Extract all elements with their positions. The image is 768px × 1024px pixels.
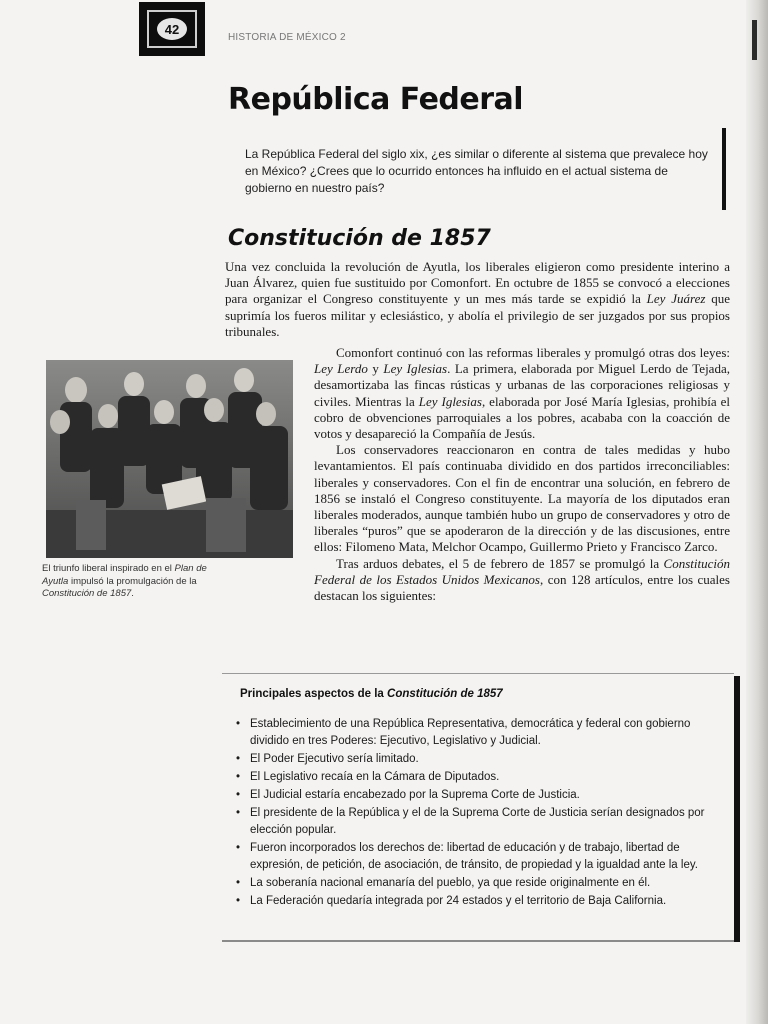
aspects-box bbox=[222, 673, 734, 942]
paragraph-4 bbox=[314, 556, 730, 605]
caption-constitution: Constitución de 1857 bbox=[42, 588, 132, 599]
aspects-list bbox=[236, 716, 726, 911]
intro-question: La República Federal del siglo xix, ¿es similar o diferente al sistema que prevalece hoy en México? ¿Crees que lo ocurrido entonces ha influido en el actual sistema de gobierno en nuestro país? bbox=[245, 147, 708, 195]
caption-text-c: . bbox=[131, 588, 134, 599]
p4-text-a: Tras arduos debates, el 5 de febrero de 1857 se promulgó la bbox=[336, 555, 664, 571]
paragraph-3: Los conservadores reaccionaron en contra de tales medidas y hubo levantamientos. El país continuaba dividido en dos partidos irreconciliables: liberales y conservadores. Con el fin de encontrar una solución, en febrero de 1856 se instaló el Congreso constituyente. La mayoría de los diputados eran liberales moderados, aunque también hubo un grupo de conservadores y otro de liberales “puros” que se apoderaron de la dirección y de las discusiones, entre ellos: Filomeno Mata, Melchor Ocampo, Guillermo Prieto y Francisco Zarco. bbox=[314, 442, 730, 555]
bullet-icon: • bbox=[236, 842, 241, 854]
caption-plan: Plan de Ayutla bbox=[42, 563, 207, 587]
p2-law-iglesias: Ley Iglesias bbox=[383, 361, 448, 377]
aspects-side-bar bbox=[734, 676, 740, 942]
p4-text-b: , con 128 artículos, entre los cuales destacan los siguientes: bbox=[314, 571, 730, 604]
list-item-text: El Poder Ejecutivo sería limitado. bbox=[250, 753, 419, 765]
aspects-title bbox=[240, 688, 503, 700]
caption-text-b: impulsó la promulgación de la bbox=[68, 575, 197, 587]
list-item-text: La Federación quedaría integrada por 24 estados y el territorio de Baja California. bbox=[250, 895, 667, 907]
caption-text-a: El triunfo liberal inspirado en el bbox=[42, 563, 175, 574]
p1-text-b: que suprimía los fueros militar y eclesiástico, y abolía el privilegio de ser juzgados por sus propios tribunales. bbox=[225, 291, 730, 339]
list-item bbox=[236, 893, 726, 910]
list-item bbox=[236, 769, 726, 786]
page-title: República Federal bbox=[228, 82, 524, 117]
list-item-text: El presidente de la República y el de la Suprema Corte de Justicia serían designados por elección popular. bbox=[250, 807, 705, 836]
list-item bbox=[236, 716, 726, 750]
bullet-icon: • bbox=[236, 771, 241, 783]
group-portrait-image bbox=[46, 360, 293, 558]
page-number-frame bbox=[147, 10, 197, 48]
list-item bbox=[236, 840, 726, 874]
list-item-text: Establecimiento de una República Representativa, democrática y federal con gobierno dividido en tres Poderes: Ejecutivo, Legislativo y Judicial. bbox=[250, 718, 691, 747]
list-item-text: El Legislativo recaía en la Cámara de Diputados. bbox=[250, 771, 500, 783]
list-item-text: El Judicial estaría encabezado por la Suprema Corte de Justicia. bbox=[250, 789, 580, 801]
page-number-badge bbox=[139, 2, 205, 56]
bullet-icon: • bbox=[236, 789, 241, 801]
p2-text-b: y bbox=[367, 361, 384, 377]
page-number: 42 bbox=[157, 18, 187, 40]
p2-text-c: . La primera, elaborada por Miguel Lerdo de Tejada, desamortizaba las fincas rústicas y urbanas de las corporaciones religiosas y civiles. Mientras la bbox=[314, 361, 730, 409]
bullet-icon: • bbox=[236, 877, 241, 889]
list-item bbox=[236, 805, 726, 839]
list-item bbox=[236, 875, 726, 892]
list-item bbox=[236, 751, 726, 768]
bullet-icon: • bbox=[236, 895, 241, 907]
p2-law-lerdo: Ley Lerdo bbox=[314, 361, 368, 377]
aspects-title-b: Constitución de 1857 bbox=[387, 688, 503, 700]
section-heading: Constitución de 1857 bbox=[228, 226, 491, 251]
bullet-icon: • bbox=[236, 753, 241, 765]
page-edge-shadow bbox=[746, 0, 768, 1024]
p2-text-d: , elaborada por José María Iglesias, prohibía el cobro de obvenciones parroquiales a los pobres, acababa con la coacción de votos y desapareció la Compañía de Jesús. bbox=[314, 393, 731, 442]
p4-document: Constitución Federal de los Estados Unidos Mexicanos bbox=[314, 555, 730, 587]
p2-text-a: Comonfort continuó con las reformas liberales y promulgó otras dos leyes: bbox=[336, 345, 730, 360]
p1-law: Ley Juárez bbox=[646, 291, 706, 307]
list-item-text: Fueron incorporados los derechos de: libertad de educación y de trabajo, libertad de expresión, de petición, de asociación, de tránsito, de propiedad y la igualdad ante la ley. bbox=[250, 842, 698, 871]
historical-photo bbox=[46, 360, 293, 558]
photo-caption bbox=[42, 563, 212, 601]
p2-law-iglesias-2: Ley Iglesias bbox=[418, 393, 482, 409]
list-item bbox=[236, 787, 726, 804]
running-head: HISTORIA DE MÉXICO 2 bbox=[228, 32, 346, 43]
main-column bbox=[314, 345, 730, 604]
intro-side-bar bbox=[722, 128, 726, 210]
aspects-title-a: Principales aspectos de la bbox=[240, 688, 388, 700]
p1-text-a: Una vez concluida la revolución de Ayutla, los liberales eligieron como presidente interino a Juan Álvarez, quien fue sustituido por Comonfort. En octubre de 1855 se convocó a elecciones para organizar el Congreso constituyente y un mes más tarde se expidió la bbox=[225, 259, 730, 307]
paragraph-1 bbox=[225, 259, 730, 340]
bullet-icon: • bbox=[236, 718, 241, 730]
bullet-icon: • bbox=[236, 807, 241, 819]
list-item-text: La soberanía nacional emanaría del pueblo, ya que reside originalmente en él. bbox=[250, 877, 651, 889]
edge-strip bbox=[752, 20, 757, 60]
paragraph-2 bbox=[314, 345, 730, 442]
